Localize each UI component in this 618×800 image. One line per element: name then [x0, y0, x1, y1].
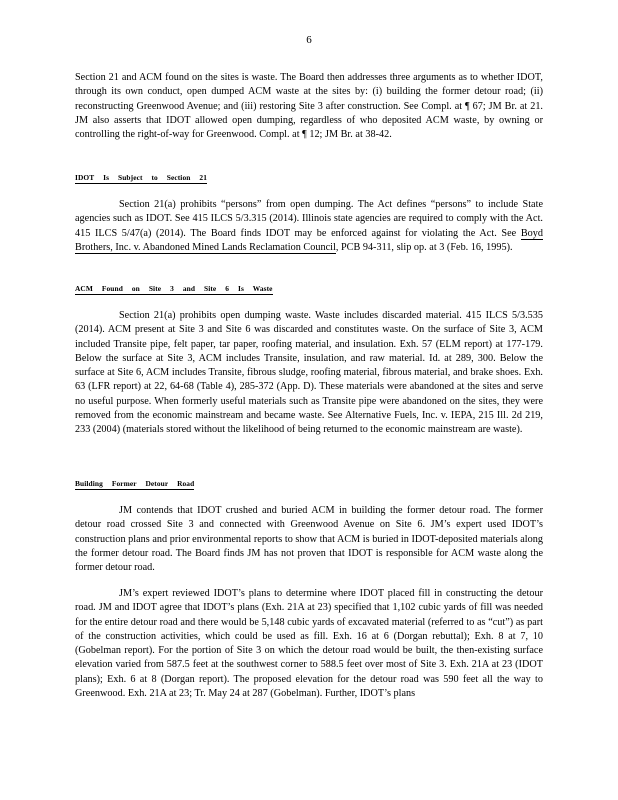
case-citation-boyd: Boyd Brothers, Inc. v. Abandoned Mined Lands Reclamation Council	[75, 227, 543, 253]
paragraph-idot	[75, 198, 543, 255]
section-heading-road	[75, 479, 194, 488]
paragraph-road-2: JM’s expert reviewed IDOT’s plans to determine where IDOT placed fill in constructing the detour road. JM and IDOT agree that IDOT’s plans (Exh. 21A at 23) specified that 1,102 cubic yards of fill was needed for the entire detour road and there would be 5,148 cubic yards of excavated material (referred to as “cut”) as part of the construction activities, which could be used as fill. Exh. 16 at 6 (Dorgan rebuttal); Exh. 8 at 7, 10 (Gobelman report). For the portion of Site 3 on which the detour road would be built, the then-existing surface elevation varied from 587.5 feet at the southwest corner to 588.5 feet over most of Site 3. Exh. 21A at 23 (IDOT plans); Exh. 6 at 8 (Dorgan report). The proposed elevation for the detour road was 590 feet all the way to Greenwood. Exh. 21A at 23; Tr. May 24 at 287 (Gobelman). Further, IDOT’s plans	[75, 588, 543, 700]
section-heading-acm-text: ACM Found on Site 3 and Site 6 Is Waste	[75, 284, 273, 293]
paragraph-idot-citation: , PCB 94-311, slip op. at 3 (Feb. 16, 1995).	[335, 241, 513, 253]
paragraph-acm: Section 21(a) prohibits open dumping waste. Waste includes discarded material. 415 ILCS 5/3.535 (2014). ACM present at Site 3 and Site 6 was discarded and constitutes waste. On the surface of Site 3, ACM included Transite pipe, felt paper, tar paper, roofing material, and insulation. Exh. 57 (ELM report) at 177-179. Below the surface at Site 3, ACM includes Transite, insulation, and raw material. Id. at 289, 300. Below the surface at Site 6, ACM includes Transite, fibrous sludge, roofing material, fibrous material, and brake shoes. Exh. 63 (LFR report) at 22, 64-68 (Table 4), 285-372 (App. D). These materials were abandoned at the sites and serve no useful purpose. When formerly useful materials such as Transite pipe were abandoned on the sites, they were removed from the economic mainstream and became waste. See Alternative Fuels, Inc. v. IEPA, 215 Ill. 2d 219, 233 (2004) (materials stored without the likelihood of being returned to the economic mainstream are waste).	[75, 310, 543, 436]
intro-paragraph: Section 21 and ACM found on the sites is waste. The Board then addresses three arguments as to whether IDOT, through its own conduct, open dumped ACM waste at the sites by: (i) building the former detour road; (ii) reconstructing Greenwood Avenue; and (iii) restoring Site 3 after construction. See Compl. at ¶ 67; JM Br. at 21. JM also asserts that IDOT allowed open dumping, regardless of who deposited ACM waste, by owning or controlling the right-of-way for Greenwood. Compl. at ¶ 12; JM Br. at 38-42.	[75, 72, 543, 141]
section-heading-idot-text: IDOT Is Subject to Section 21	[75, 173, 208, 182]
section-heading-acm	[75, 284, 273, 293]
section-heading-road-text: Building Former Detour Road	[75, 479, 195, 488]
section-heading-idot	[75, 173, 207, 182]
page-number: 6	[306, 34, 312, 46]
paragraph-road-1: JM contends that IDOT crushed and buried ACM in building the former detour road. The former detour road crossed Site 3 and connected with Greenwood Avenue on Site 6. JM’s expert used IDOT’s construction plans and prior environmental reports to show that ACM is buried in IDOT-deposited materials along the former detour road. The Board finds JM has not proven that IDOT is responsible for ACM waste along the former detour road.	[75, 505, 543, 574]
paragraph-idot-text: Section 21(a) prohibits “persons” from open dumping. The Act defines “persons” to include State agencies such as IDOT. See 415 ILCS 5/3.315 (2014). Illinois state agencies are required to comply with the Act. 415 ILCS 5/47(a) (2014). The Board finds IDOT may be enforced against for violating the Act. See	[75, 199, 543, 239]
